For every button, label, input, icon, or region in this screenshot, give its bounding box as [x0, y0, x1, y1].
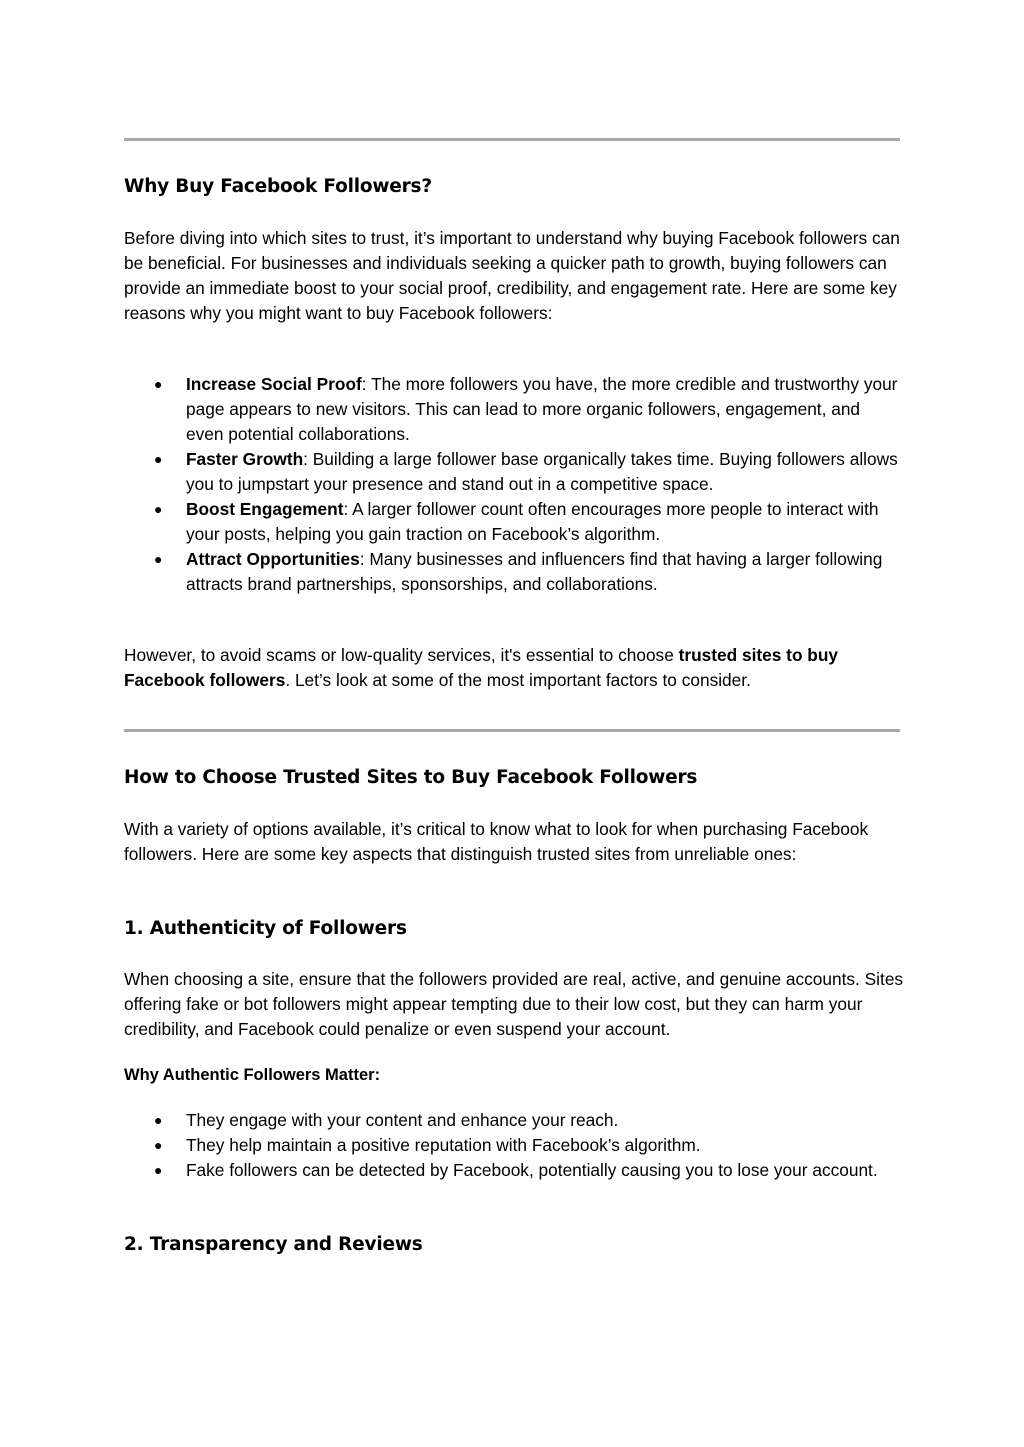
list-item [124, 497, 900, 547]
list-item [124, 547, 900, 597]
point-text: Fake followers can be detected by Facebook, potentially causing you to lose your account. [186, 1160, 878, 1180]
heading-why-buy: Why Buy Facebook Followers? [124, 176, 432, 197]
closing-text-end: . Let’s look at some of the most important factors to consider. [285, 670, 751, 690]
heading-authenticity: 1. Authenticity of Followers [124, 918, 407, 939]
reason-text: : A larger follower count often encourages more people to interact with your posts, helping you gain traction on Facebook’s algorithm. [186, 499, 879, 544]
reasons-list [124, 372, 900, 597]
reason-text: : Building a large follower base organically takes time. Buying followers allows you to jumpstart your presence and stand out in a competitive space. [186, 449, 898, 494]
bullet-icon: ● [154, 1112, 163, 1128]
heading-how-to-choose: How to Choose Trusted Sites to Buy Facebook Followers [124, 767, 698, 788]
bullet-icon: ● [154, 1137, 163, 1153]
list-item [124, 1108, 900, 1133]
paragraph-why-buy-intro: Before diving into which sites to trust, it’s important to understand why buying Facebook followers can be beneficial. For businesses and individuals seeking a quicker path to growth, buying followers can provide an immediate boost to your social proof, credibility, and engagement rate. Here are some key reasons why you might want to buy Facebook followers: [124, 228, 900, 323]
paragraph-why-buy-closing [124, 643, 904, 693]
bullet-icon: ● [154, 551, 163, 567]
reason-title: Increase Social Proof [186, 374, 362, 394]
list-item [124, 447, 900, 497]
heading-transparency: 2. Transparency and Reviews [124, 1234, 423, 1255]
closing-emphasis: trusted sites to buy Facebook followers [124, 645, 839, 690]
bullet-icon: ● [154, 376, 163, 392]
point-text: They engage with your content and enhance your reach. [186, 1110, 619, 1130]
closing-text: However, to avoid scams or low-quality services, it's essential to choose [124, 645, 679, 665]
list-item [124, 372, 900, 447]
paragraph-authenticity: When choosing a site, ensure that the followers provided are real, active, and genuine accounts. Sites offering fake or bot followers might appear tempting due to their low cost, but they can harm your credibility, and Facebook could penalize or even suspend your account. [124, 969, 904, 1039]
reason-title: Faster Growth [186, 449, 304, 469]
bullet-icon: ● [154, 451, 163, 467]
reason-text: : The more followers you have, the more credible and trustworthy your page appears to new visitors. This can lead to more organic followers, engagement, and even potential collaborations. [186, 374, 898, 444]
list-item [124, 1133, 900, 1158]
reason-text: : Many businesses and influencers find that having a larger following attracts brand partnerships, sponsorships, and collaborations. [186, 549, 883, 594]
reason-title: Attract Opportunities [186, 549, 360, 569]
subheading-why-authentic: Why Authentic Followers Matter: [124, 1066, 381, 1084]
list-item [124, 1158, 900, 1183]
point-text: They help maintain a positive reputation with Facebook’s algorithm. [186, 1135, 701, 1155]
reason-title: Boost Engagement [186, 499, 344, 519]
divider-top [124, 138, 900, 141]
paragraph-how-to-choose-intro: With a variety of options available, it’s critical to know what to look for when purchasing Facebook followers. Here are some key aspects that distinguish trusted sites from unreliable ones: [124, 819, 869, 864]
divider-middle [124, 729, 900, 732]
bullet-icon: ● [154, 1162, 163, 1178]
bullet-icon: ● [154, 501, 163, 517]
authentic-points-list [124, 1108, 900, 1183]
